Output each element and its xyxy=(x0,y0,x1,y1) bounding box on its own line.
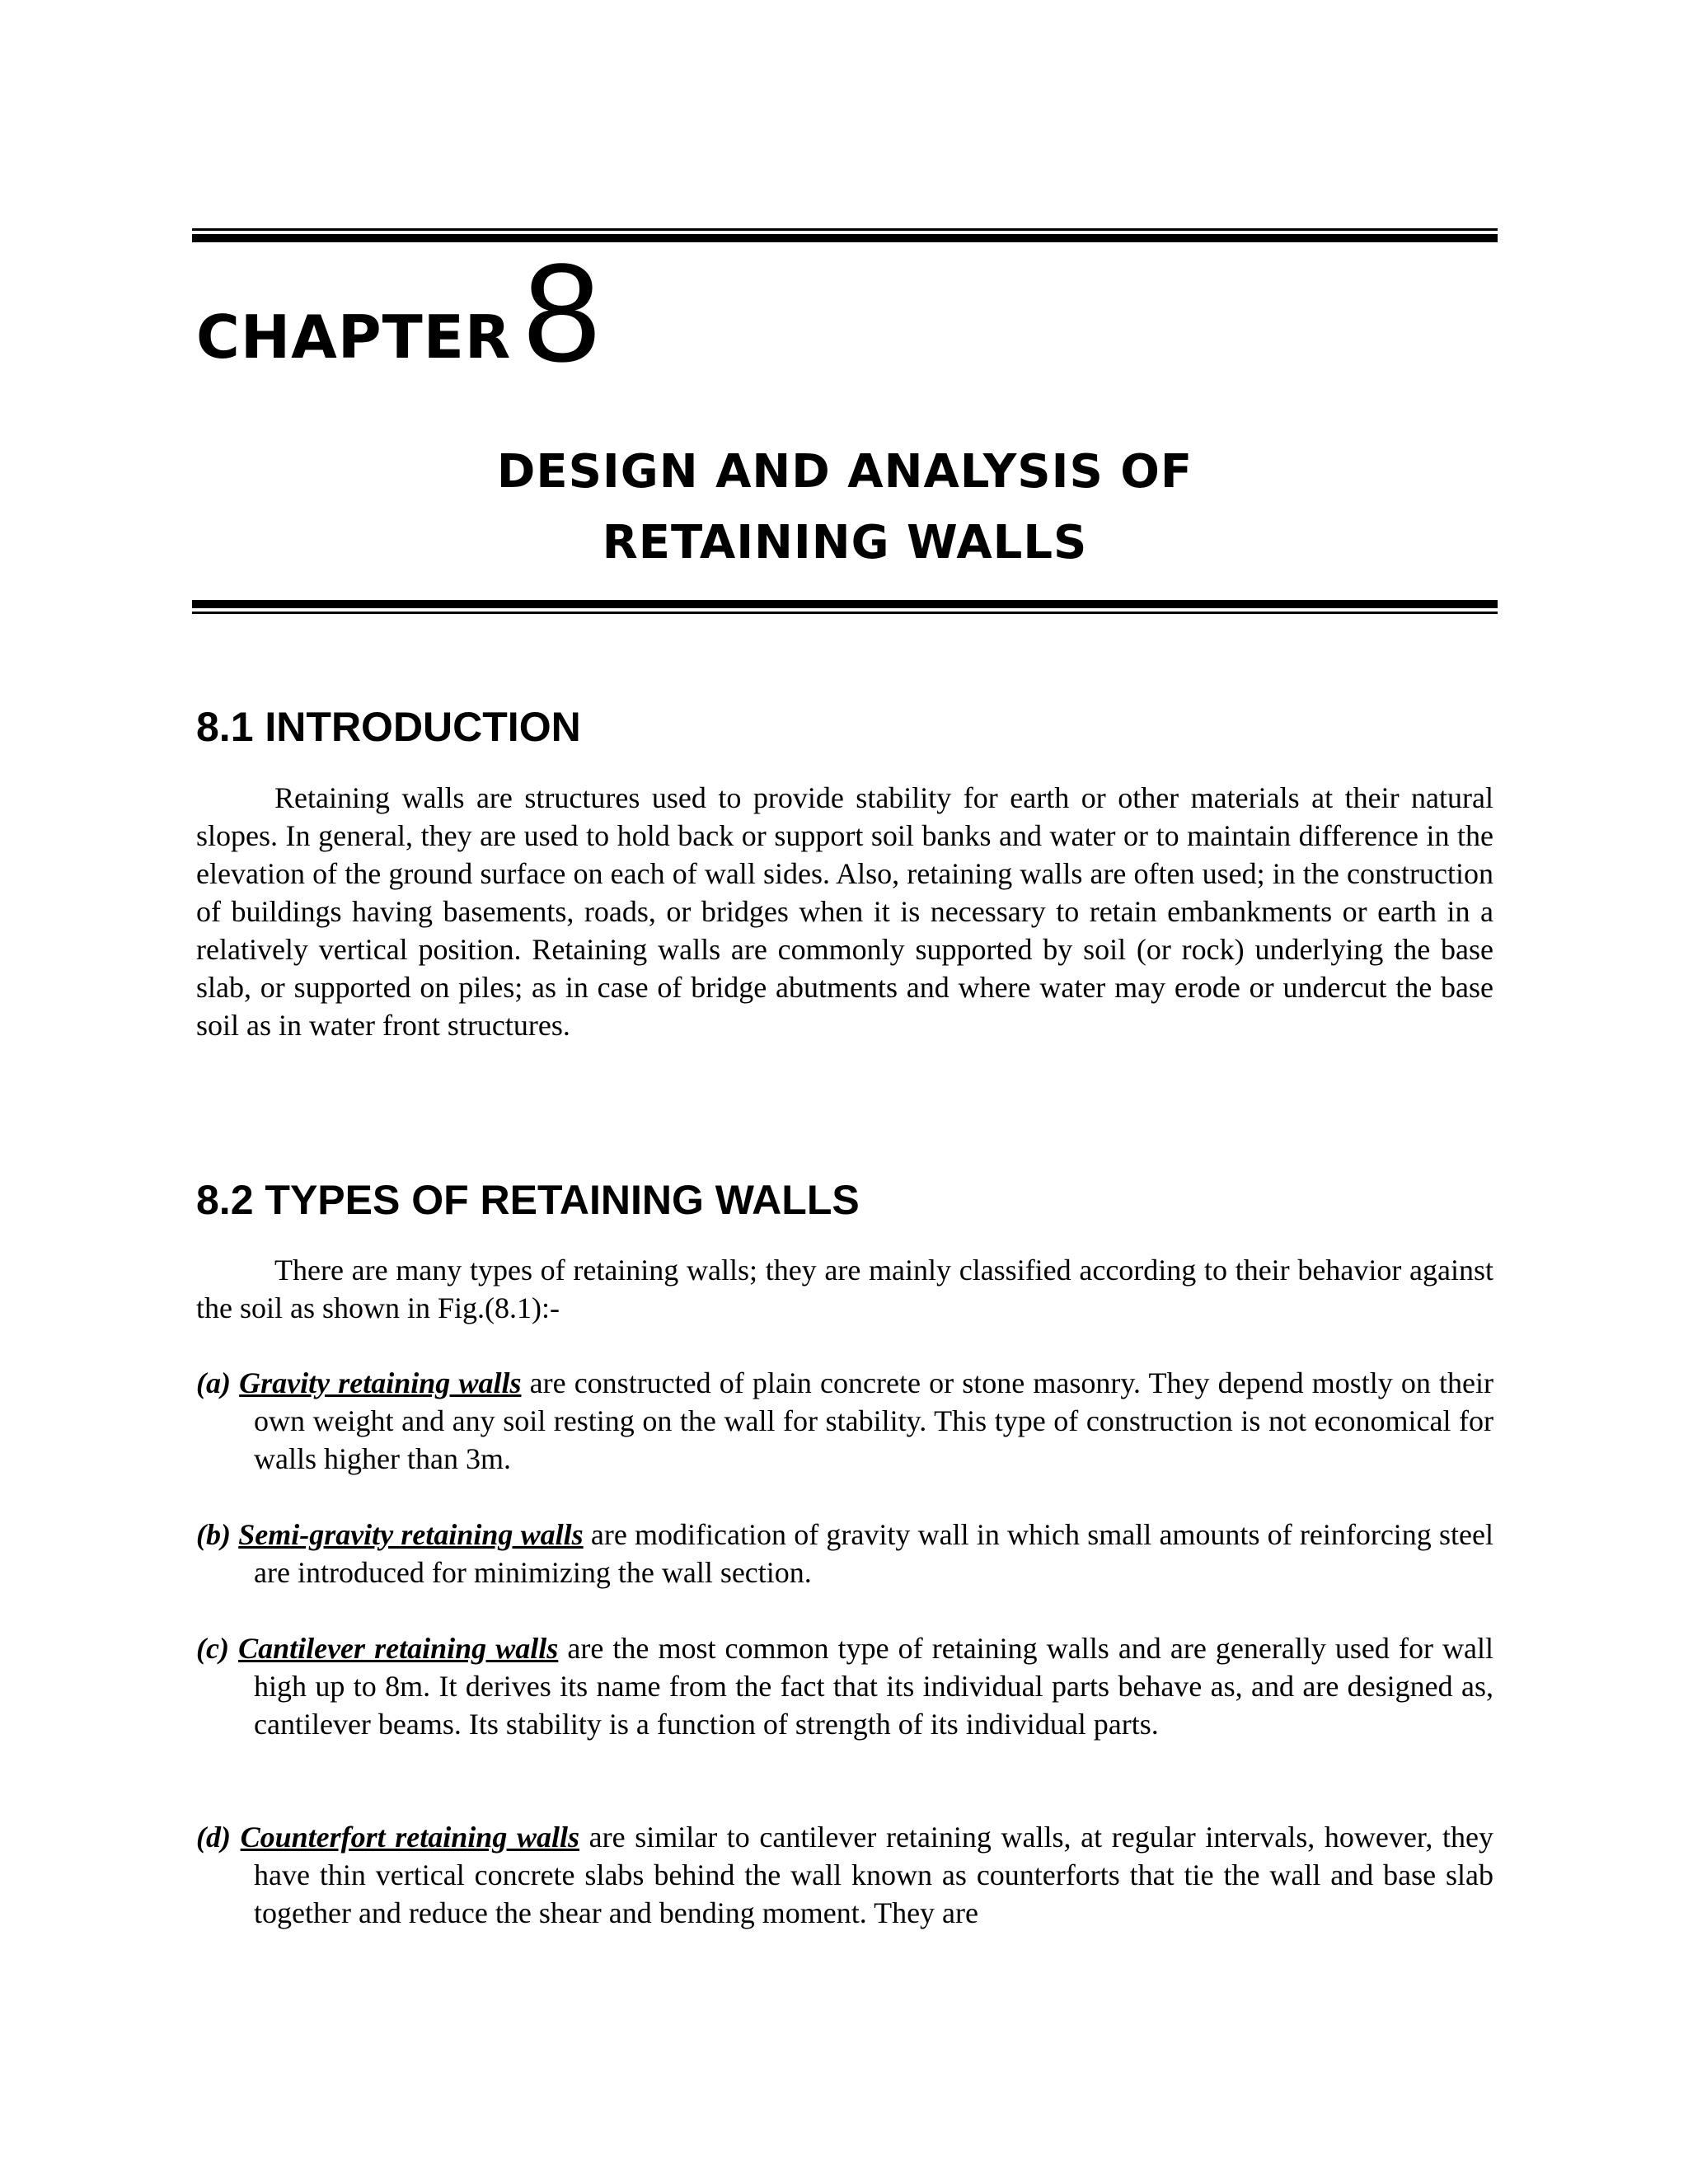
chapter-heading xyxy=(196,235,601,391)
list-item-text: are similar to cantilever retaining walls, at regular intervals, however, they have thin vertical concrete slabs behind the wall known as counterforts that tie the wall and base slab together and reduce the shear and bending moment. They are xyxy=(254,1821,1494,1929)
list-item-term: Semi-gravity retaining walls xyxy=(238,1518,584,1551)
list-item-term: Cantilever retaining walls xyxy=(238,1632,559,1665)
list-item-label: (b) xyxy=(196,1518,231,1551)
bottom-rule-thin xyxy=(192,612,1498,614)
chapter-title xyxy=(192,437,1498,579)
list-item-label: (c) xyxy=(196,1632,229,1665)
section-heading-introduction: 8.1 INTRODUCTION xyxy=(196,704,581,750)
top-rule-thick xyxy=(192,234,1498,242)
list-item-term: Counterfort retaining walls xyxy=(240,1821,579,1854)
list-item-label: (a) xyxy=(196,1366,231,1399)
list-item-text: are constructed of plain concrete or stone masonry. They depend mostly on their own weight and any soil resting on the wall for stability. This type of construction is not economical for walls higher than 3m. xyxy=(254,1366,1494,1475)
chapter-title-line1: DESIGN AND ANALYSIS OF xyxy=(496,445,1193,499)
list-item-text: are the most common type of retaining walls and are generally used for wall high up to 8m. It derives its name from the fact that its individual parts behave as, and are designed as, cantilever beams. Its stability is a function of strength of its individual parts. xyxy=(254,1632,1494,1741)
list-item-term: Gravity retaining walls xyxy=(239,1366,522,1399)
list-item xyxy=(196,1364,1493,1478)
list-item-label: (d) xyxy=(196,1821,231,1854)
list-item-text: are modification of gravity wall in which small amounts of reinforcing steel are introduced for minimizing the wall section. xyxy=(254,1518,1493,1589)
chapter-number: 8 xyxy=(523,235,601,391)
bottom-double-rule xyxy=(192,600,1498,614)
top-double-rule xyxy=(192,228,1498,242)
chapter-word: CHAPTER xyxy=(196,302,512,372)
bottom-rule-thick xyxy=(192,600,1498,608)
list-item xyxy=(196,1818,1493,1932)
section-heading-types: 8.2 TYPES OF RETAINING WALLS xyxy=(196,1177,860,1223)
list-item xyxy=(196,1516,1493,1591)
introduction-paragraph: Retaining walls are structures used to provide stability for earth or other materials at their natural slopes. In general, they are used to hold back or support soil banks and water or to maintain difference in the elevation of the ground surface on each of wall sides. Also, retaining walls are often used; in the construction of buildings having basements, roads, or bridges when it is necessary to retain embankments or earth in a relatively vertical position. Retaining walls are commonly supported by soil (or rock) underlying the base slab, or supported on piles; as in case of bridge abutments and where water may erode or undercut the base soil as in water front structures. xyxy=(196,781,1493,1042)
chapter-title-line2: RETAINING WALLS xyxy=(602,516,1088,569)
list-item xyxy=(196,1629,1493,1743)
types-intro-paragraph: There are many types of retaining walls; they are mainly classified according to their behavior against the soil as shown in Fig.(8.1):- xyxy=(196,1254,1493,1324)
